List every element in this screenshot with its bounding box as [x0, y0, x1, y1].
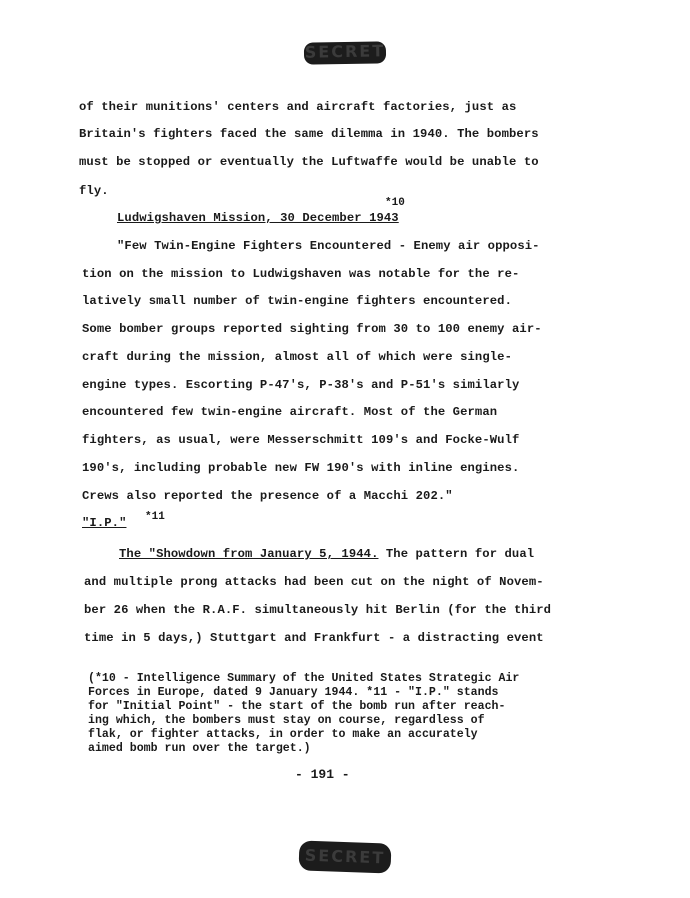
footnote-ref-11: *11 [145, 511, 165, 523]
body-line: fly. [79, 184, 109, 198]
body-line: time in 5 days,) Stuttgart and Frankfurt - a distracting event [84, 631, 544, 645]
classification-stamp-top: SECRET [304, 41, 386, 64]
body-line: must be stopped or eventually the Luftwaffe would be unable to [79, 155, 539, 169]
section-heading-showdown-line [119, 547, 534, 561]
footnote-ref-10: *10 [385, 197, 405, 209]
footnote-line: ing which, the bombers must stay on course, regardless of [88, 714, 485, 727]
body-line: ber 26 when the R.A.F. simultaneously hit Berlin (for the third [84, 603, 552, 617]
classification-stamp-bottom: SECRET [299, 840, 392, 873]
page-number: - 191 - [295, 767, 350, 782]
quote-line: tion on the mission to Ludwigshaven was notable for the re- [82, 267, 520, 281]
section-heading-ludwigshaven: Ludwigshaven Mission, 30 December 1943 [117, 211, 399, 225]
ip-label: "I.P." [82, 516, 127, 530]
quote-line: "Few Twin-Engine Fighters Encountered - Enemy air opposi- [117, 239, 540, 253]
footnote-line: flak, or fighter attacks, in order to make an accurately [88, 728, 478, 741]
quote-line: encountered few twin-engine aircraft. Most of the German [82, 405, 498, 419]
footnote-line: for "Initial Point" - the start of the bomb run after reach- [88, 700, 506, 713]
body-text: The pattern for dual [378, 547, 535, 561]
quote-line: Crews also reported the presence of a Macchi 202." [82, 489, 453, 503]
footnote-line: Forces in Europe, dated 9 January 1944. *11 - "I.P." stands [88, 686, 499, 699]
footnote-line: (*10 - Intelligence Summary of the United States Strategic Air [88, 672, 520, 685]
quote-line: latively small number of twin-engine fighters encountered. [82, 294, 512, 308]
body-line: and multiple prong attacks had been cut on the night of Novem- [84, 575, 544, 589]
quote-line: engine types. Escorting P-47's, P-38's and P-51's similarly [82, 378, 520, 392]
body-line: of their munitions' centers and aircraft factories, just as [79, 100, 517, 114]
quote-line: 190's, including probable new FW 190's with inline engines. [82, 461, 520, 475]
footnote-line: aimed bomb run over the target.) [88, 742, 311, 755]
body-line: Britain's fighters faced the same dilemma in 1940. The bombers [79, 127, 539, 141]
quote-line: craft during the mission, almost all of which were single- [82, 350, 512, 364]
quote-line: Some bomber groups reported sighting from 30 to 100 enemy air- [82, 322, 542, 336]
quote-line: fighters, as usual, were Messerschmitt 109's and Focke-Wulf [82, 433, 520, 447]
section-heading-showdown: The "Showdown from January 5, 1944. [119, 547, 379, 561]
